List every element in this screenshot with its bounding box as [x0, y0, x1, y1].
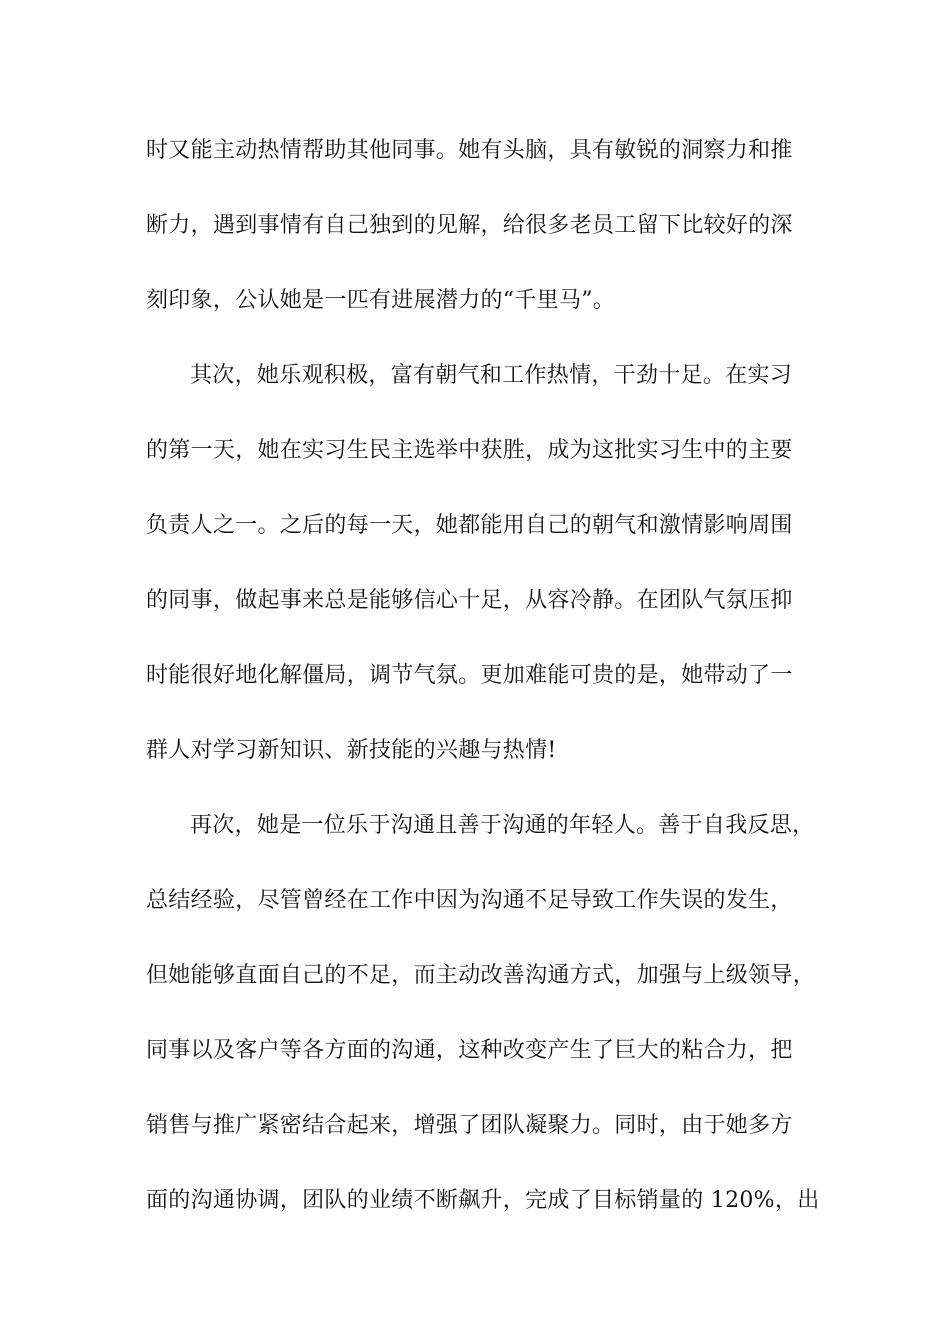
paragraph-start-line: 再次，她是一位乐于沟通且善于沟通的年轻人。善于自我反思，	[190, 813, 815, 838]
text-line: 销售与推广紧密结合起来，增强了团队凝聚力。同时，由于她多方	[146, 1113, 793, 1138]
text-line: 群人对学习新知识、新技能的兴趣与热情!	[146, 738, 557, 763]
text-line: 面的沟通协调，团队的业绩不断飙升，完成了目标销量的 120%，出	[146, 1188, 820, 1213]
paragraph-start-line: 其次，她乐观积极，富有朝气和工作热情，干劲十足。在实习	[190, 363, 793, 388]
text-line: 总结经验，尽管曾经在工作中因为沟通不足导致工作失误的发生，	[146, 888, 793, 913]
text-line: 刻印象，公认她是一匹有进展潜力的“千里马”。	[146, 288, 616, 313]
text-line: 同事以及客户等各方面的沟通，这种改变产生了巨大的粘合力，把	[146, 1038, 793, 1063]
text-line: 时能很好地化解僵局，调节气氛。更加难能可贵的是，她带动了一	[146, 663, 793, 688]
text-line: 但她能够直面自己的不足，而主动改善沟通方式，加强与上级领导，	[146, 963, 816, 988]
text-line: 的同事，做起事来总是能够信心十足，从容冷静。在团队气氛压抑	[146, 588, 793, 613]
text-line: 断力，遇到事情有自己独到的见解，给很多老员工留下比较好的深	[146, 213, 793, 238]
text-line: 时又能主动热情帮助其他同事。她有头脑，具有敏锐的洞察力和推	[146, 138, 793, 163]
text-line: 的第一天，她在实习生民主选举中获胜，成为这批实习生中的主要	[146, 438, 793, 463]
text-line: 负责人之一。之后的每一天，她都能用自己的朝气和激情影响周围	[146, 513, 793, 538]
document-body	[146, 128, 820, 1253]
